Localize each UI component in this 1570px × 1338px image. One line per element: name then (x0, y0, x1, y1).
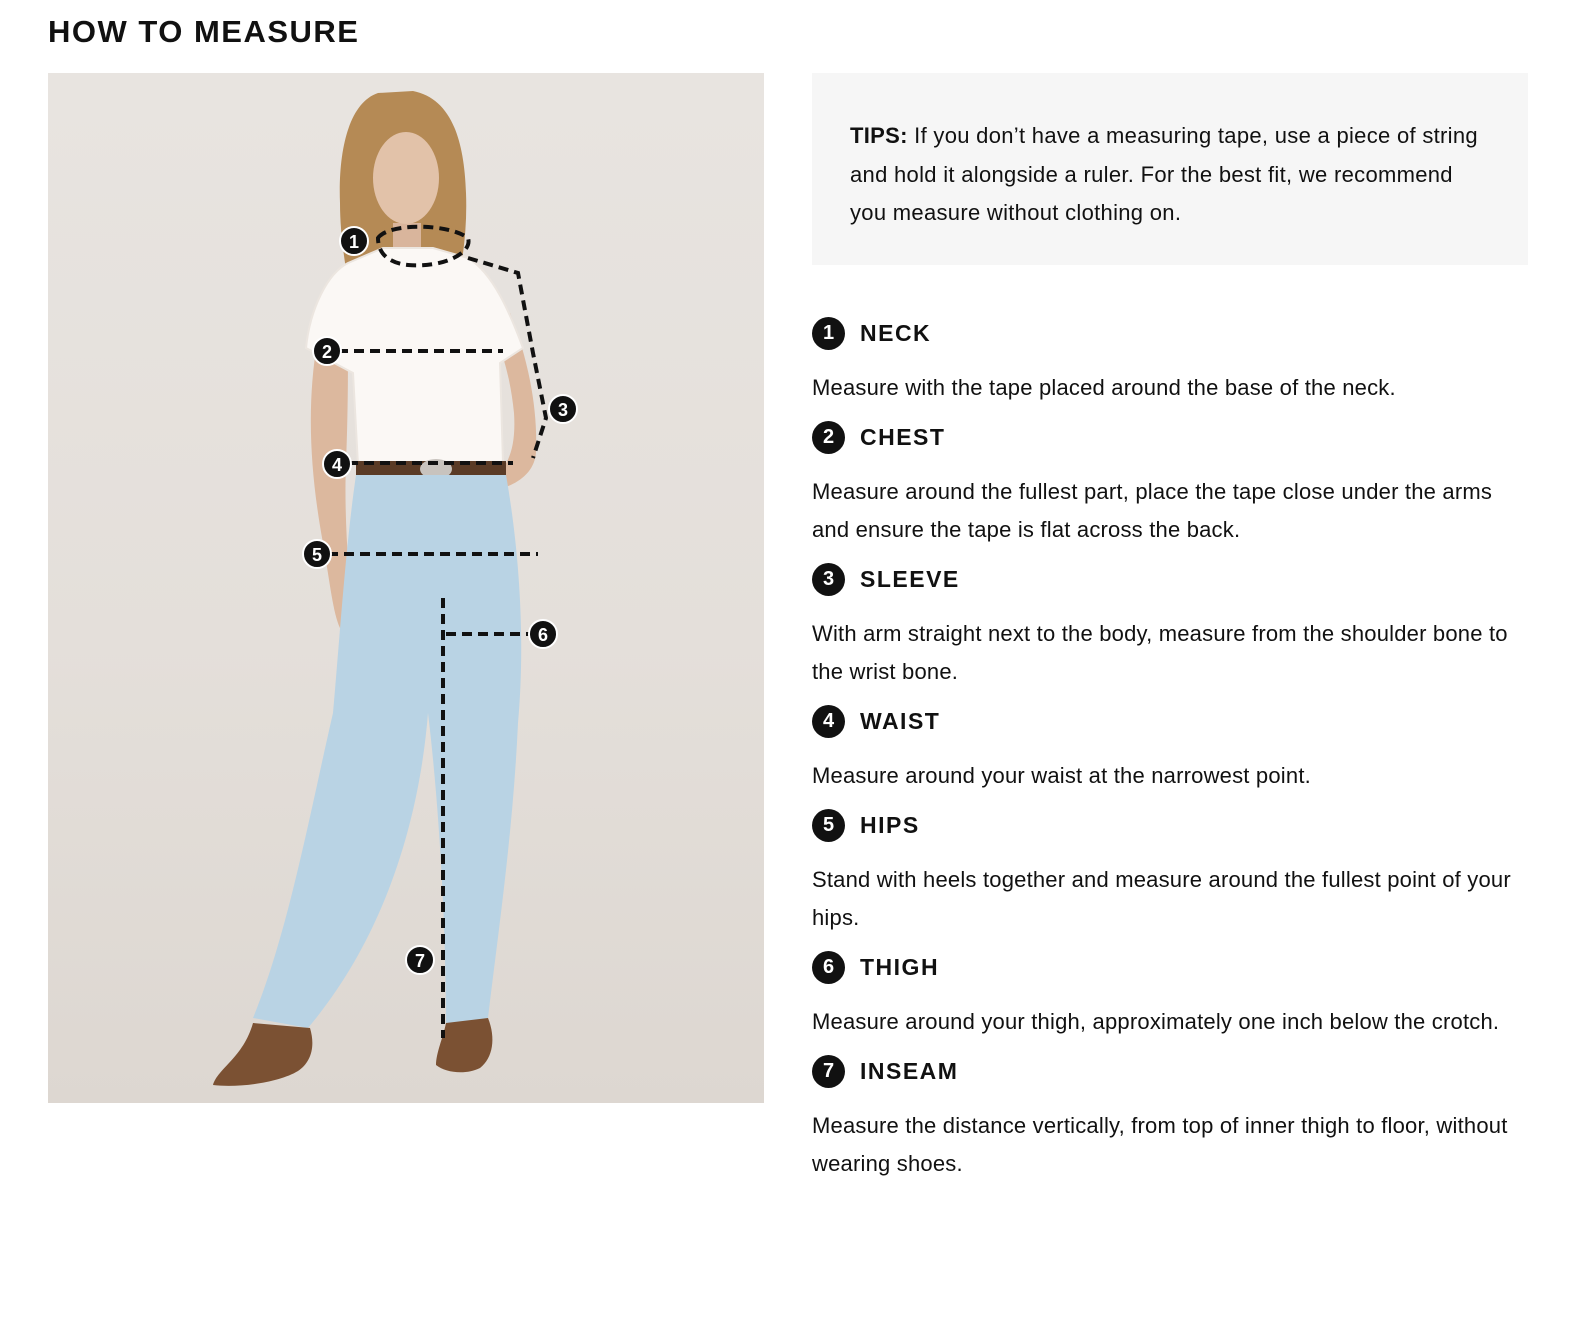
step-title: WAIST (860, 707, 941, 734)
marker-2 (313, 337, 341, 365)
step-description: Stand with heels together and measure around the fullest point of your hips. (812, 867, 1511, 930)
step-sleeve (812, 563, 1528, 691)
step-number-badge: 2 (812, 421, 845, 454)
step-chest (812, 421, 1528, 549)
step-description: With arm straight next to the body, measure from the shoulder bone to the wrist bone. (812, 621, 1508, 684)
model-measurement-photo (48, 73, 764, 1103)
step-thigh (812, 951, 1528, 1041)
step-title: SLEEVE (860, 565, 960, 592)
step-description: Measure with the tape placed around the base of the neck. (812, 375, 1396, 400)
marker-1 (340, 227, 368, 255)
step-description: Measure around the fullest part, place the tape close under the arms and ensure the tape is flat across the back. (812, 479, 1493, 542)
step-number-badge: 7 (812, 1055, 845, 1088)
svg-text:4: 4 (331, 455, 343, 475)
step-description: Measure the distance vertically, from top of inner thigh to floor, without wearing shoes. (812, 1113, 1508, 1176)
step-inseam (812, 1055, 1528, 1183)
step-waist (812, 705, 1528, 795)
step-title: HIPS (860, 811, 920, 838)
step-number-badge: 5 (812, 809, 845, 842)
tips-text (850, 117, 1490, 233)
step-title: NECK (860, 319, 932, 346)
step-number-badge: 1 (812, 317, 845, 350)
model-left-boot (213, 1023, 312, 1086)
marker-5 (303, 540, 331, 568)
step-number-badge: 6 (812, 951, 845, 984)
tips-label: TIPS: (850, 123, 908, 148)
svg-text:5: 5 (311, 545, 323, 565)
marker-6 (529, 620, 557, 648)
step-description: Measure around your thigh, approximately one inch below the crotch. (812, 1009, 1500, 1034)
svg-text:1: 1 (348, 232, 360, 252)
tips-body: If you don’t have a measuring tape, use a piece of string and hold it alongside a ruler. For the best fit, we recommend you measure without clothing on. (850, 123, 1478, 225)
svg-text:2: 2 (321, 342, 333, 362)
svg-text:7: 7 (414, 951, 426, 971)
step-title: INSEAM (860, 1057, 959, 1084)
svg-text:3: 3 (557, 400, 569, 420)
model-face (373, 132, 439, 224)
step-title: CHEST (860, 423, 946, 450)
step-title: THIGH (860, 953, 940, 980)
svg-text:6: 6 (537, 625, 549, 645)
step-description: Measure around your waist at the narrowest point. (812, 763, 1311, 788)
step-number-badge: 3 (812, 563, 845, 596)
marker-7 (406, 946, 434, 974)
step-hips (812, 809, 1528, 937)
marker-3 (549, 395, 577, 423)
page-title: HOW TO MEASURE (48, 14, 360, 49)
model-right-boot (436, 1018, 492, 1072)
marker-4 (323, 450, 351, 478)
measurement-steps (812, 317, 1528, 1197)
tips-box (812, 73, 1528, 265)
step-number-badge: 4 (812, 705, 845, 738)
model-jeans (253, 475, 521, 1028)
step-neck (812, 317, 1528, 407)
